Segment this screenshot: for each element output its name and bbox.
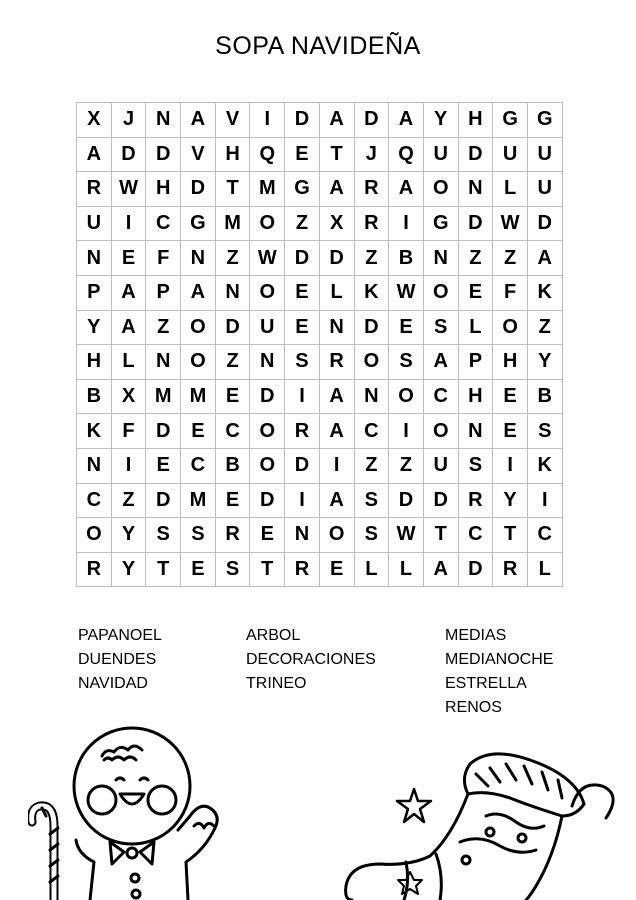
grid-cell: B xyxy=(528,380,563,415)
grid-cell: L xyxy=(112,345,147,380)
grid-cell: V xyxy=(181,138,216,173)
grid-cell: A xyxy=(320,380,355,415)
grid-cell: W xyxy=(112,172,147,207)
grid-cell: D xyxy=(424,484,459,519)
grid-cell: E xyxy=(216,484,251,519)
grid-cell: F xyxy=(146,241,181,276)
grid-cell: H xyxy=(493,345,528,380)
grid-cell: I xyxy=(285,484,320,519)
grid-cell: D xyxy=(389,484,424,519)
grid-cell: Z xyxy=(355,449,390,484)
word-list-column-1 xyxy=(78,624,162,696)
grid-cell: C xyxy=(77,484,112,519)
word-list-column-2 xyxy=(246,624,376,696)
grid-cell: A xyxy=(320,103,355,138)
grid-cell: D xyxy=(528,207,563,242)
grid-cell: L xyxy=(528,553,563,588)
grid-cell: I xyxy=(493,449,528,484)
grid-cell: D xyxy=(459,207,494,242)
grid-cell: A xyxy=(112,276,147,311)
grid-cell: Z xyxy=(216,345,251,380)
grid-cell: U xyxy=(424,138,459,173)
grid-cell: C xyxy=(424,380,459,415)
grid-cell: X xyxy=(320,207,355,242)
grid-cell: Z xyxy=(112,484,147,519)
grid-cell: R xyxy=(216,518,251,553)
word-item: ESTRELLA xyxy=(445,675,527,692)
grid-cell: H xyxy=(77,345,112,380)
grid-cell: X xyxy=(112,380,147,415)
grid-cell: N xyxy=(285,518,320,553)
grid-cell: L xyxy=(355,553,390,588)
grid-cell: A xyxy=(181,276,216,311)
grid-cell: N xyxy=(320,311,355,346)
grid-cell: B xyxy=(77,380,112,415)
grid-cell: W xyxy=(389,276,424,311)
grid-cell: W xyxy=(250,241,285,276)
grid-cell: G xyxy=(285,172,320,207)
word-item: DECORACIONES xyxy=(246,651,376,668)
grid-cell: D xyxy=(355,103,390,138)
grid-cell: F xyxy=(112,414,147,449)
grid-cell: W xyxy=(389,518,424,553)
grid-cell: N xyxy=(181,241,216,276)
grid-cell: P xyxy=(146,276,181,311)
grid-cell: D xyxy=(285,103,320,138)
word-item: DUENDES xyxy=(78,651,157,668)
grid-cell: S xyxy=(355,518,390,553)
grid-cell: C xyxy=(181,449,216,484)
grid-cell: O xyxy=(493,311,528,346)
grid-cell: R xyxy=(77,553,112,588)
grid-cell: C xyxy=(146,207,181,242)
grid-cell: O xyxy=(355,345,390,380)
grid-cell: C xyxy=(216,414,251,449)
grid-cell: C xyxy=(459,518,494,553)
word-item: NAVIDAD xyxy=(78,675,148,692)
grid-cell: S xyxy=(216,553,251,588)
grid-cell: E xyxy=(250,518,285,553)
grid-cell: D xyxy=(250,484,285,519)
grid-cell: T xyxy=(320,138,355,173)
grid-cell: M xyxy=(146,380,181,415)
grid-cell: E xyxy=(320,553,355,588)
grid-cell: S xyxy=(355,484,390,519)
grid-cell: Z xyxy=(285,207,320,242)
grid-cell: T xyxy=(146,553,181,588)
grid-cell: I xyxy=(389,414,424,449)
grid-cell: B xyxy=(389,241,424,276)
grid-cell: N xyxy=(77,449,112,484)
grid-cell: R xyxy=(355,207,390,242)
grid-cell: J xyxy=(355,138,390,173)
grid-cell: R xyxy=(285,553,320,588)
grid-cell: D xyxy=(459,138,494,173)
grid-cell: U xyxy=(528,138,563,173)
grid-cell: X xyxy=(77,103,112,138)
grid-cell: N xyxy=(146,345,181,380)
grid-cell: O xyxy=(250,414,285,449)
grid-cell: Q xyxy=(250,138,285,173)
grid-cell: M xyxy=(181,484,216,519)
grid-cell: R xyxy=(493,553,528,588)
grid-cell: N xyxy=(459,414,494,449)
grid-cell: N xyxy=(355,380,390,415)
grid-cell: R xyxy=(320,345,355,380)
grid-cell: E xyxy=(493,380,528,415)
grid-cell: E xyxy=(285,276,320,311)
grid-cell: N xyxy=(250,345,285,380)
grid-cell: D xyxy=(285,449,320,484)
grid-cell: I xyxy=(112,207,147,242)
grid-cell: I xyxy=(528,484,563,519)
grid-cell: O xyxy=(424,276,459,311)
grid-cell: M xyxy=(216,207,251,242)
grid-cell: Y xyxy=(112,518,147,553)
grid-cell: T xyxy=(493,518,528,553)
grid-cell: Z xyxy=(146,311,181,346)
grid-cell: R xyxy=(77,172,112,207)
grid-cell: T xyxy=(250,553,285,588)
grid-cell: K xyxy=(355,276,390,311)
grid-cell: R xyxy=(355,172,390,207)
grid-cell: A xyxy=(320,172,355,207)
grid-cell: M xyxy=(181,380,216,415)
grid-cell: H xyxy=(216,138,251,173)
grid-cell: E xyxy=(112,241,147,276)
grid-cell: A xyxy=(181,103,216,138)
grid-cell: A xyxy=(320,484,355,519)
grid-cell: E xyxy=(146,449,181,484)
grid-cell: Z xyxy=(389,449,424,484)
grid-cell: O xyxy=(181,311,216,346)
grid-cell: O xyxy=(181,345,216,380)
grid-cell: J xyxy=(112,103,147,138)
grid-cell: R xyxy=(285,414,320,449)
grid-cell: I xyxy=(250,103,285,138)
grid-cell: D xyxy=(216,311,251,346)
grid-cell: W xyxy=(493,207,528,242)
grid-cell: C xyxy=(528,518,563,553)
grid-cell: D xyxy=(250,380,285,415)
grid-cell: G xyxy=(181,207,216,242)
grid-cell: T xyxy=(216,172,251,207)
grid-cell: E xyxy=(389,311,424,346)
grid-cell: U xyxy=(493,138,528,173)
grid-cell: O xyxy=(77,518,112,553)
grid-cell: O xyxy=(320,518,355,553)
page-title: SOPA NAVIDEÑA xyxy=(215,32,421,60)
grid-cell: S xyxy=(459,449,494,484)
grid-cell: Z xyxy=(459,241,494,276)
grid-cell: B xyxy=(216,449,251,484)
grid-cell: S xyxy=(424,311,459,346)
grid-cell: P xyxy=(459,345,494,380)
grid-cell: V xyxy=(216,103,251,138)
grid-cell: F xyxy=(493,276,528,311)
grid-cell: N xyxy=(424,241,459,276)
gingerbread-man-icon xyxy=(28,722,238,900)
grid-cell: D xyxy=(181,172,216,207)
grid-cell: G xyxy=(424,207,459,242)
grid-cell: E xyxy=(285,311,320,346)
grid-cell: U xyxy=(77,207,112,242)
grid-cell: S xyxy=(528,414,563,449)
grid-cell: O xyxy=(250,207,285,242)
grid-cell: N xyxy=(77,241,112,276)
word-item: ARBOL xyxy=(246,627,301,644)
grid-cell: Y xyxy=(528,345,563,380)
grid-cell: E xyxy=(216,380,251,415)
grid-cell: Z xyxy=(355,241,390,276)
grid-cell: H xyxy=(459,103,494,138)
grid-cell: D xyxy=(285,241,320,276)
grid-cell: R xyxy=(459,484,494,519)
grid-cell: N xyxy=(459,172,494,207)
grid-cell: E xyxy=(181,553,216,588)
grid-cell: Y xyxy=(424,103,459,138)
grid-cell: L xyxy=(493,172,528,207)
grid-cell: T xyxy=(424,518,459,553)
grid-cell: A xyxy=(424,345,459,380)
grid-cell: G xyxy=(493,103,528,138)
grid-cell: D xyxy=(320,241,355,276)
grid-cell: D xyxy=(146,414,181,449)
grid-cell: S xyxy=(181,518,216,553)
grid-cell: D xyxy=(146,138,181,173)
word-list-column-3 xyxy=(445,624,553,720)
grid-cell: N xyxy=(146,103,181,138)
grid-cell: H xyxy=(146,172,181,207)
word-search-grid xyxy=(76,102,563,587)
christmas-stocking-icon xyxy=(340,746,636,900)
grid-cell: S xyxy=(285,345,320,380)
grid-cell: C xyxy=(355,414,390,449)
grid-cell: Z xyxy=(216,241,251,276)
grid-cell: Y xyxy=(493,484,528,519)
grid-cell: N xyxy=(216,276,251,311)
grid-cell: U xyxy=(250,311,285,346)
grid-cell: H xyxy=(459,380,494,415)
grid-cell: E xyxy=(285,138,320,173)
grid-cell: P xyxy=(77,276,112,311)
grid-cell: A xyxy=(424,553,459,588)
grid-cell: O xyxy=(250,449,285,484)
word-item: MEDIANOCHE xyxy=(445,651,554,668)
grid-cell: S xyxy=(146,518,181,553)
grid-cell: D xyxy=(112,138,147,173)
grid-cell: I xyxy=(389,207,424,242)
grid-cell: A xyxy=(320,414,355,449)
grid-cell: Z xyxy=(528,311,563,346)
word-item: RENOS xyxy=(445,699,502,716)
grid-cell: K xyxy=(77,414,112,449)
word-item: PAPANOEL xyxy=(78,627,162,644)
grid-cell: L xyxy=(320,276,355,311)
grid-cell: I xyxy=(285,380,320,415)
grid-cell: D xyxy=(459,553,494,588)
grid-cell: L xyxy=(459,311,494,346)
grid-cell: Z xyxy=(493,241,528,276)
grid-cell: A xyxy=(389,103,424,138)
grid-cell: A xyxy=(112,311,147,346)
word-item: MEDIAS xyxy=(445,627,507,644)
grid-cell: I xyxy=(320,449,355,484)
grid-cell: Q xyxy=(389,138,424,173)
grid-cell: O xyxy=(424,414,459,449)
grid-cell: K xyxy=(528,276,563,311)
grid-cell: U xyxy=(424,449,459,484)
grid-cell: E xyxy=(493,414,528,449)
grid-cell: O xyxy=(424,172,459,207)
grid-cell: Y xyxy=(112,553,147,588)
grid-cell: O xyxy=(250,276,285,311)
grid-cell: S xyxy=(389,345,424,380)
grid-cell: E xyxy=(459,276,494,311)
grid-cell: D xyxy=(355,311,390,346)
grid-cell: Y xyxy=(77,311,112,346)
grid-cell: M xyxy=(250,172,285,207)
grid-cell: O xyxy=(389,380,424,415)
grid-cell: E xyxy=(181,414,216,449)
grid-cell: A xyxy=(389,172,424,207)
grid-cell: A xyxy=(77,138,112,173)
grid-cell: K xyxy=(528,449,563,484)
grid-cell: I xyxy=(112,449,147,484)
grid-cell: L xyxy=(389,553,424,588)
grid-cell: D xyxy=(146,484,181,519)
word-item: TRINEO xyxy=(246,675,307,692)
grid-cell: U xyxy=(528,172,563,207)
grid-cell: A xyxy=(528,241,563,276)
grid-cell: G xyxy=(528,103,563,138)
